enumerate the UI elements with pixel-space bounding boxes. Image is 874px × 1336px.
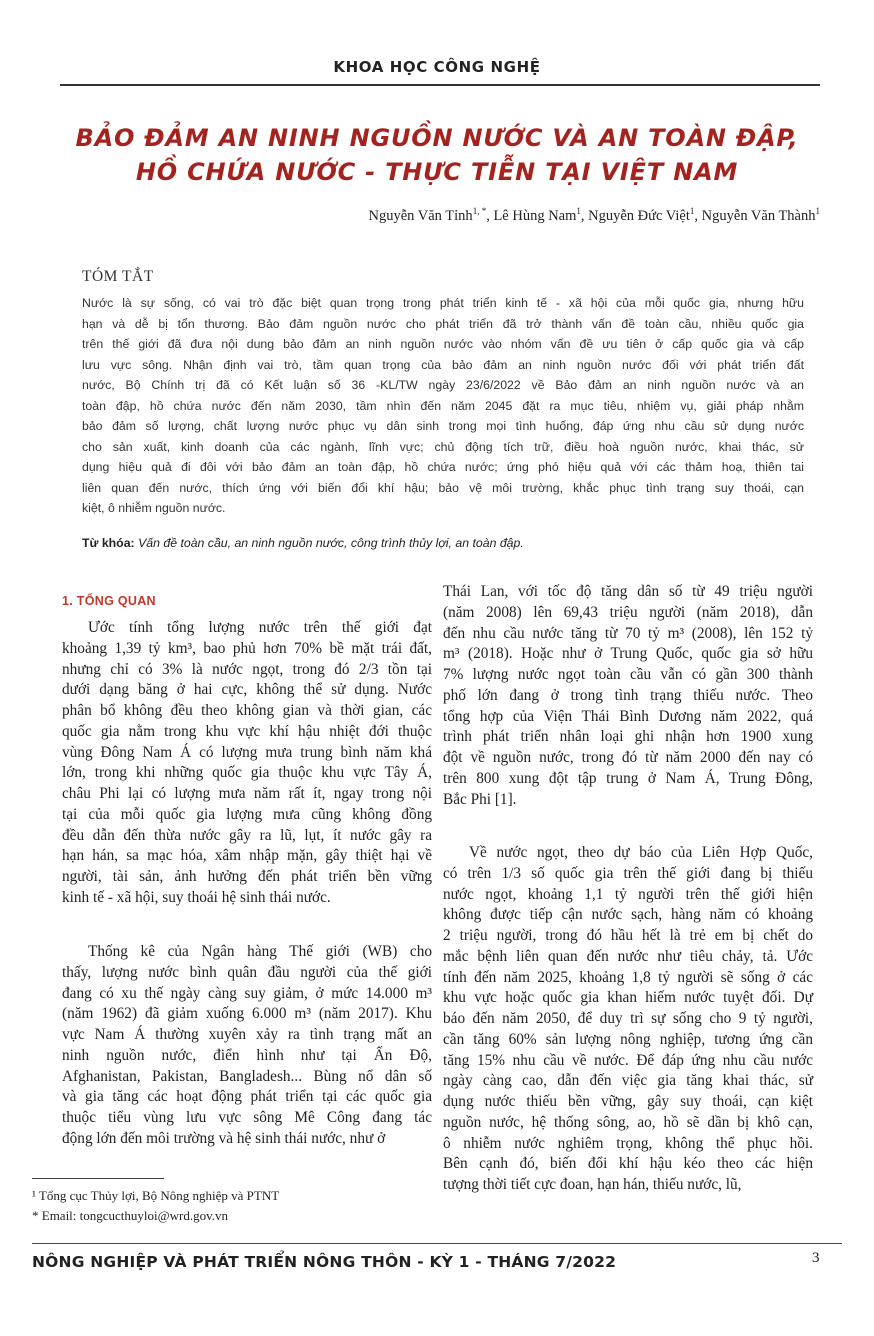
body-text-line: khu vực hoặc quốc gia khan hiếm nước tuyệt đối. Dự xyxy=(443,989,813,1007)
body-text-line: trên 800 xung đột tập trung ở Nam Á, Trung Đông, xyxy=(443,769,813,787)
author-name: Nguyễn Đức Việt xyxy=(588,207,690,224)
body-text-line: lớn, trong khi những quốc gia thuộc khu vực Tây Á, xyxy=(62,764,432,782)
journal-footer: NÔNG NGHIỆP VÀ PHÁT TRIỂN NÔNG THÔN - KỲ 1 - THÁNG 7/2022 xyxy=(32,1253,617,1271)
body-text-line: báo đến năm 2050, để duy trì sự sống cho 9 tỷ người, xyxy=(443,1010,813,1027)
body-text-line: m³ (2018). Hoặc như ở Trung Quốc, quốc gia sở hữu xyxy=(443,645,813,663)
body-text-line: đều dẫn đến thừa nước gây ra lũ, lụt, ít nước gây ra xyxy=(62,826,432,844)
author-list: Nguyễn Văn Tỉnh$^{1, *}$, Lê Hùng Nam$^1$, Nguyễn Đức Việt$^1$, Nguyễn Văn Thành$^1$ xyxy=(368,206,820,224)
body-text-line: tổng hợp của Viện Thái Bình Dương năm 2022, quá xyxy=(443,707,813,725)
abstract-line: trên thế giới đã đưa nội dung bảo đảm an ninh nguồn nước vào nhóm vấn đề ưu tiên ở cấp quốc gia và cấp xyxy=(82,337,804,351)
abstract-heading: TÓM TẮT xyxy=(82,268,154,285)
body-text-line: nhưng chỉ có 3% là nước ngọt, trong đó 2/3 tồn tại xyxy=(62,660,432,678)
body-text-line: cần tăng 60% sản lượng nông nghiệp, tương ứng cần xyxy=(443,1030,813,1048)
body-text-line: quốc gia nằm trong khu vực khí hậu nhiệt đới thuộc xyxy=(62,722,432,740)
abstract-line: nước, Bộ Chính trị đã có Kết luận số 36 -KL/TW ngày 23/6/2022 về Bảo đảm an ninh nguồn nước và an xyxy=(82,378,804,392)
body-text-line: nguồn nước, hệ thống sông, ao, hồ sẽ dần bị khô cạn, xyxy=(443,1113,813,1131)
abstract-line: kiệt, ô nhiễm nguồn nước. xyxy=(82,501,226,515)
body-text-line: châu Phi lại có lượng mưa năm rất ít, ngay trong nội xyxy=(62,785,432,802)
body-text-line: vùng Đông Nam Á có lượng mưa trung bình năm khá xyxy=(62,743,432,761)
body-text-line: ninh nguồn nước, điển hình như tại Ấn Độ, xyxy=(62,1046,432,1064)
author-name: Nguyễn Văn Thành xyxy=(701,207,816,224)
author-affiliation-mark: 1, * xyxy=(472,206,487,216)
body-text-line: kinh tế - xã hội, suy thoái hệ sinh thái nước. xyxy=(62,888,331,906)
keywords-text: Vấn đề toàn cầu, an ninh nguồn nước, công trình thủy lợi, an toàn đập. xyxy=(138,536,524,550)
footnote-divider xyxy=(32,1178,164,1179)
abstract-line: Nước là sự sống, có vai trò đặc biệt quan trọng trong phát triển kinh tế - xã hội của mỗi quốc gia, nhưng hữu xyxy=(82,296,804,310)
body-text-line: Bắc Phi [1]. xyxy=(443,790,517,808)
body-text-line: đột về nguồn nước, trong đó từ năm 2000 đến nay có xyxy=(443,749,813,766)
body-text-line: Thái Lan, với tốc độ tăng dân số từ 49 triệu người xyxy=(443,583,813,600)
body-text-line: hạn hán, sa mạc hóa, xâm nhập mặn, gây thiệt hại về xyxy=(62,847,432,865)
abstract-line: cho sản xuất, kinh doanh của các ngành, lĩnh vực; chủ động tích trữ, điều hoà nguồn nước, khai thác, sử xyxy=(82,439,804,454)
body-text-line: khoảng 1,39 tỷ km³, bao phủ hơn 70% bề mặt trái đất, xyxy=(62,639,432,657)
body-text-line: đang có xu thế ngày càng suy giảm, ở mức 14.000 m³ xyxy=(62,984,432,1002)
body-text-line: có trên 1/3 số quốc gia trên thế giới đang bị thiếu xyxy=(443,864,813,882)
body-text-line: dưới dạng băng ở hai cực, không thể sử dụng. Nước xyxy=(62,681,432,699)
body-text-line: nước ngọt, khoảng 1,1 tỷ người trên thế giới hiện xyxy=(443,885,813,903)
body-text-line: tăng 15% nhu cầu về nước. Để đáp ứng nhu cầu nước xyxy=(443,1051,813,1069)
body-text-line: Thống kê của Ngân hàng Thế giới (WB) cho xyxy=(88,943,432,960)
section-header: KHOA HỌC CÔNG NGHỆ xyxy=(333,58,541,76)
body-text-line: phố lớn đang ở trong tình trạng thiếu nước. Theo xyxy=(443,686,813,704)
body-text-line: Bên cạnh đó, biến đổi khí hậu kéo theo các hiện xyxy=(443,1155,813,1173)
body-text-line: và gia tăng các hoạt động phát triển tại các quốc gia xyxy=(62,1088,432,1106)
body-text-line: ô nhiễm nước nghiêm trọng, không thể phục hồi. xyxy=(443,1134,813,1152)
article-title-line-2: HỒ CHỨA NƯỚC - THỰC TIỄN TẠI VIỆT NAM xyxy=(135,158,739,186)
body-text-line: 2 triệu người, trong đó hầu hết là trẻ em bị chết do xyxy=(443,927,813,944)
author-affiliation-mark: 1 xyxy=(689,206,695,216)
footnote-email: * Email: tongcucthuyloi@wrd.gov.vn xyxy=(32,1208,228,1223)
body-text-line: thuộc tiểu vùng lưu vực sông Mê Công đang tác xyxy=(62,1109,432,1126)
abstract-line: lưu vực sông. Nhận định vai trò, tầm quan trọng của bảo đảm an ninh nguồn nước đối với phát triển đất xyxy=(82,357,804,372)
abstract-line: hạn và dễ bị tổn thương. Bảo đảm nguồn nước cho phát triển đã trở thành vấn đề toàn cầu, nhiều quốc gia xyxy=(82,316,804,331)
section-heading: 1. TỔNG QUAN xyxy=(62,594,156,608)
body-text-line: ngày càng cao, dẫn đến việc gia tăng khai thác, sử xyxy=(443,1072,813,1090)
body-text-line: Afghanistan, Pakistan, Bangladesh... Bùng nổ dân số xyxy=(62,1067,432,1085)
keywords xyxy=(82,536,524,550)
footnote-affiliation: ¹ Tổng cục Thủy lợi, Bộ Nông nghiệp và PTNT xyxy=(32,1188,280,1203)
abstract-line: liên quan đến nước, thích ứng với biến đổi khí hậu; bảo vệ môi trường, khắc phục tình trạng suy thoái, cạn xyxy=(82,480,804,495)
footer-divider xyxy=(32,1243,842,1244)
author-affiliation-mark: 1 xyxy=(576,206,581,216)
author-affiliation-mark: 1 xyxy=(815,206,820,216)
header-divider xyxy=(60,84,820,86)
keywords-label: Từ khóa: xyxy=(82,536,135,550)
body-text-line: trình phát triển nhân loại ghi nhận hơn 1900 xung xyxy=(443,728,813,746)
abstract-line: dụng hiệu quả đi đôi với bảo đảm an toàn đập, hồ chứa nước; ứng phó hiệu quả với các thảm hoạ, thiên tai xyxy=(82,460,804,474)
article-title-line-1: BẢO ĐẢM AN NINH NGUỒN NƯỚC VÀ AN TOÀN ĐẬP, xyxy=(75,124,799,152)
body-text-line: mắc bệnh liên quan đến nước như tiêu chảy, tả. Ước xyxy=(443,947,813,965)
abstract-line: bảo đảm số lượng, chất lượng nước phục vụ dân sinh trong mọi tình huống, đáp ứng nhu cầu sử dụng nước xyxy=(82,419,804,433)
body-text-line: Về nước ngọt, theo dự báo của Liên Hợp Quốc, xyxy=(469,844,813,861)
body-text-line: phân bổ không đều theo không gian và thời gian, các xyxy=(62,702,432,719)
body-text-line: 7% lượng nước ngọt toàn cầu vẫn có gần 300 thành xyxy=(443,666,813,683)
body-text-line: tính đến năm 2025, khoảng 1,8 tỷ người sẽ sống ở các xyxy=(443,968,813,986)
body-text-line: người, tài sản, ảnh hưởng đến phát triển bền vững xyxy=(62,868,432,885)
body-text-line: đến nhu cầu nước tăng từ 70 tỷ m³ (2008), lên 152 tỷ xyxy=(443,624,813,642)
page-number: 3 xyxy=(812,1250,820,1266)
body-text-line: tượng thời tiết cực đoan, hạn hán, thiếu nước, lũ, xyxy=(443,1176,742,1193)
body-text-line: (năm 2008) lên 69,43 triệu người (năm 2018), dẫn xyxy=(443,603,813,621)
abstract-line: toàn đập, hồ chứa nước đến năm 2030, tầm nhìn đến năm 2045 đặt ra mục tiêu, nhiệm vụ, giải pháp nhằm xyxy=(82,398,804,413)
body-text-line: không được tiếp cận nước sạch, hàng năm có khoảng xyxy=(443,906,813,924)
author-name: Nguyễn Văn Tỉnh xyxy=(368,207,473,224)
body-text-line: (năm 1962) đã giảm xuống 6.000 m³ (năm 2017). Khu xyxy=(62,1005,432,1023)
body-text-line: thấy, lượng nước bình quân đầu người của thế giới xyxy=(62,963,432,981)
body-text-line: vực Nam Á thường xuyên xảy ra tình trạng mất an xyxy=(62,1026,432,1043)
body-text-line: dụng nước thiếu bền vững, gây suy thoái, cạn kiệt xyxy=(443,1093,813,1110)
body-text-line: Ước tính tổng lượng nước trên thế giới đạt xyxy=(88,619,432,636)
body-text-line: tại của mỗi quốc gia lượng mưa cũng không đồng xyxy=(62,805,432,823)
body-text-line: động lớn đến môi trường và hệ sinh thái nước, như ở xyxy=(62,1129,386,1147)
author-name: Lê Hùng Nam xyxy=(493,207,577,224)
